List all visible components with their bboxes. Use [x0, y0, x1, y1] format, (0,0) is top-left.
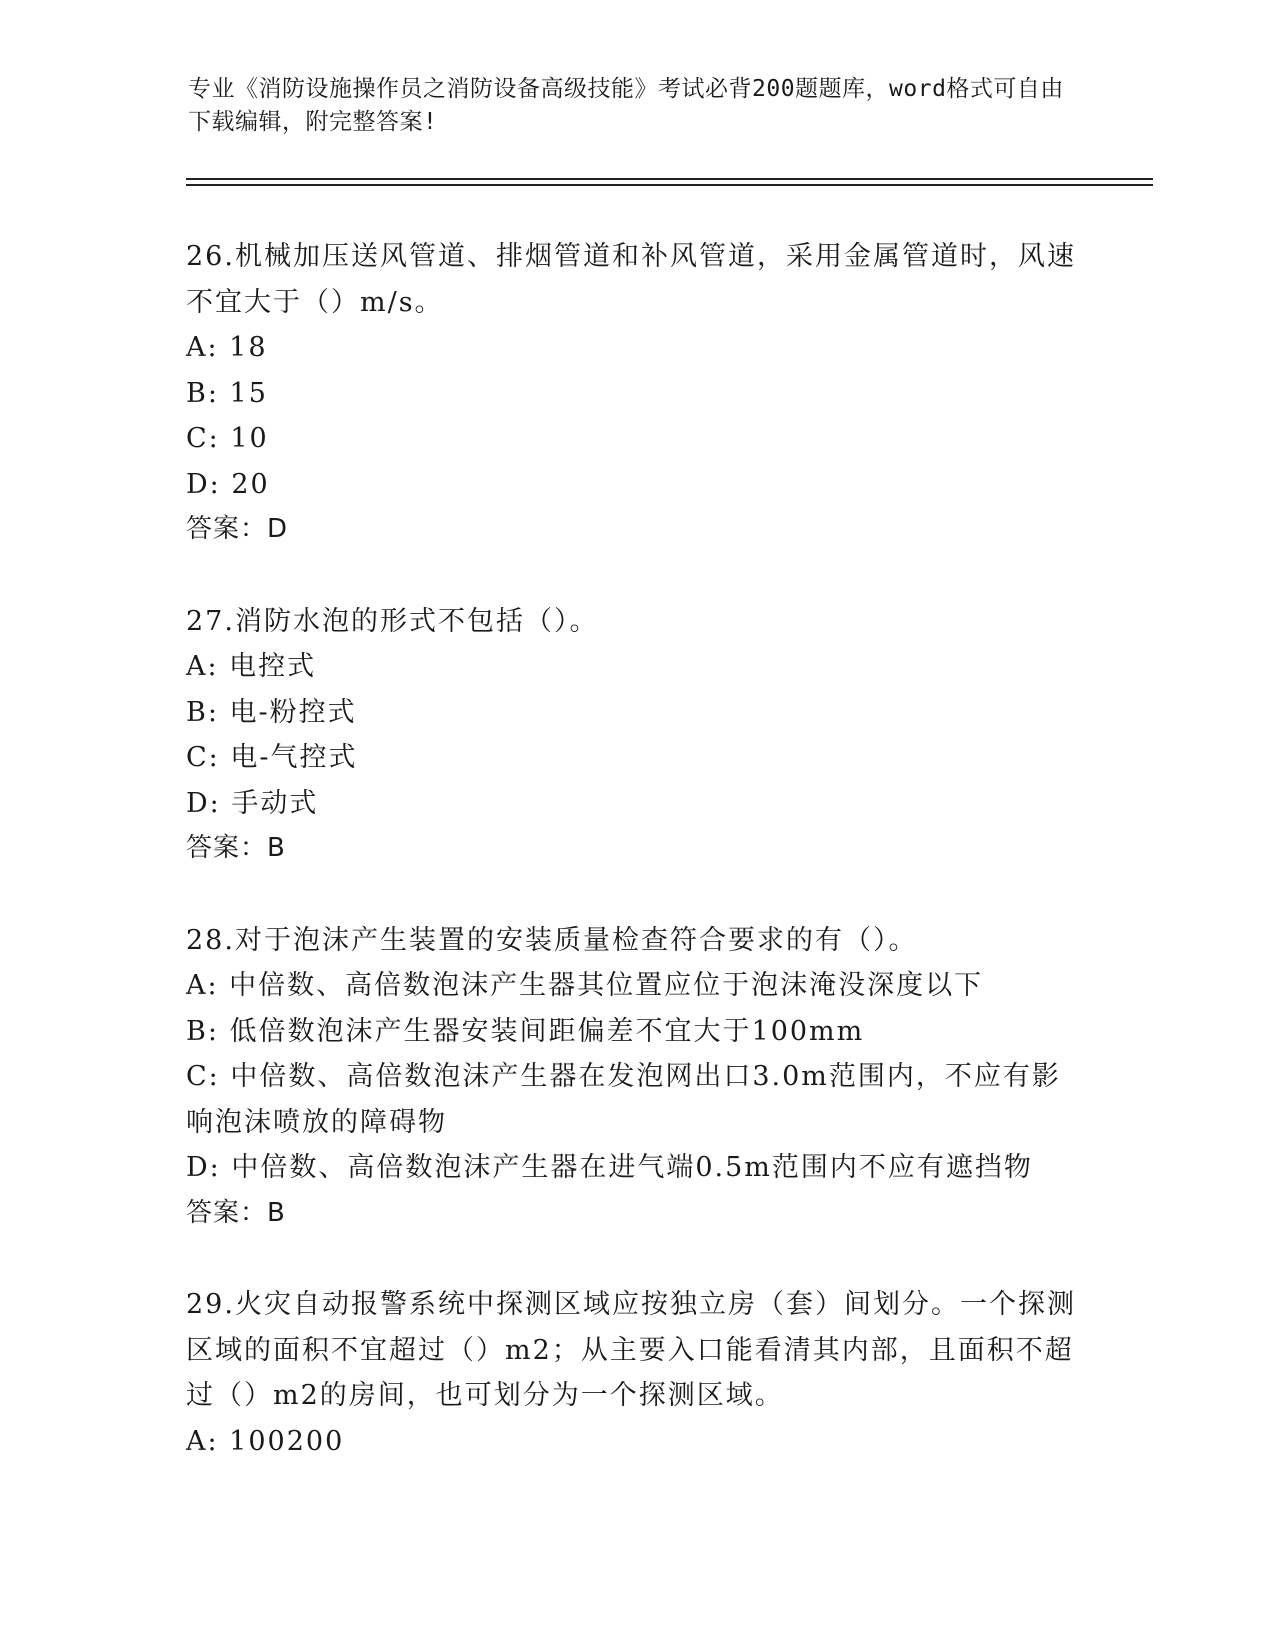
question-stem: 29.火灾自动报警系统中探测区域应按独立房（套）间划分。一个探测区域的面积不宜超过（）m2；从主要入口能看清其内部，且面积不超过（）m2的房间，也可划分为一个探测区域。 — [186, 1289, 1076, 1411]
answer-line: 答案：B — [186, 833, 286, 863]
option-c: C: 10 — [186, 423, 269, 454]
option-d: D: 20 — [186, 468, 270, 500]
question-item — [186, 1282, 1086, 1464]
option-b: B: 电-粉控式 — [186, 696, 357, 728]
question-list — [186, 234, 1086, 1464]
option-a: A: 电控式 — [186, 651, 317, 682]
question-item — [186, 234, 1086, 553]
question-stem: 28.对于泡沫产生装置的安装质量检查符合要求的有（）。 — [186, 924, 918, 956]
header-rule-bottom — [186, 184, 1153, 186]
option-c: C: 电-气控式 — [186, 742, 358, 773]
answer-line: 答案：B — [186, 1197, 286, 1228]
question-item — [186, 918, 1086, 1237]
option-b: B: 15 — [186, 377, 268, 409]
question-stem: 26.机械加压送风管道、排烟管道和补风管道，采用金属管道时，风速不宜大于（）m/s。 — [186, 241, 1076, 318]
header-rule-top — [186, 178, 1153, 180]
option-a: A: 18 — [186, 332, 268, 363]
question-stem: 27.消防水泡的形式不包括（）。 — [186, 605, 599, 637]
option-c: C: 中倍数、高倍数泡沫产生器在发泡网出口3.0m范围内，不应有影响泡沫喷放的障碍物 — [186, 1061, 1061, 1138]
option-d: D: 手动式 — [186, 787, 319, 819]
question-item — [186, 599, 1086, 872]
document-header: 专业《消防设施操作员之消防设备高级技能》考试必背200题题库，word格式可自由下载编辑，附完整答案! — [188, 76, 1064, 135]
option-d: D: 中倍数、高倍数泡沫产生器在进气端0.5m范围内不应有遮挡物 — [186, 1152, 1033, 1183]
option-a: A: 100200 — [186, 1425, 345, 1457]
option-b: B: 低倍数泡沫产生器安装间距偏差不宜大于100mm — [186, 1015, 865, 1047]
option-a: A: 中倍数、高倍数泡沫产生器其位置应位于泡沫淹没深度以下 — [186, 970, 984, 1001]
answer-line: 答案：D — [186, 514, 289, 544]
